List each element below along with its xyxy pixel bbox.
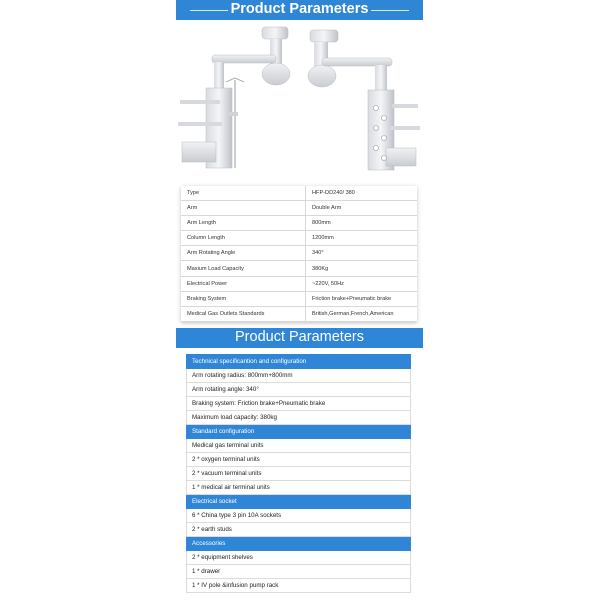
spec-value: ~220V, 50Hz bbox=[306, 276, 418, 291]
spec-label: Maxium Load Capacity bbox=[181, 261, 306, 276]
config-item: Braking system: Friction brake+Pneumatic brake bbox=[187, 397, 411, 411]
config-row bbox=[187, 411, 411, 425]
config-row bbox=[187, 565, 411, 579]
config-item: 1 * IV pole &infusion pump rack bbox=[187, 579, 411, 593]
spec-value: British,German,French,American bbox=[306, 306, 418, 321]
spec-label: Arm bbox=[181, 201, 306, 216]
config-row bbox=[187, 509, 411, 523]
pendant-product-image bbox=[176, 22, 423, 182]
spec-value: Double Arm bbox=[306, 201, 418, 216]
config-item: Medical gas terminal units bbox=[187, 439, 411, 453]
spec-row bbox=[181, 261, 417, 276]
spec-row bbox=[181, 291, 417, 306]
section-header-row bbox=[187, 425, 411, 439]
section-header-row bbox=[187, 355, 411, 369]
spec-table bbox=[181, 186, 417, 322]
banner-title: Product Parameters bbox=[230, 1, 369, 17]
spec-row bbox=[181, 306, 417, 321]
product-parameters-banner-top bbox=[176, 0, 423, 20]
spec-value: 380Kg bbox=[306, 261, 418, 276]
spec-row bbox=[181, 186, 417, 201]
config-row bbox=[187, 453, 411, 467]
spec-label: Braking System bbox=[181, 291, 306, 306]
spec-value: HFP-DD240/ 380 bbox=[306, 186, 418, 201]
spec-label: Arm Rotating Angle bbox=[181, 246, 306, 261]
spec-value: 340° bbox=[306, 246, 418, 261]
config-item: 1 * drawer bbox=[187, 565, 411, 579]
config-row bbox=[187, 383, 411, 397]
section-header: Accessories bbox=[187, 537, 411, 551]
config-item: 1 * medical air terminal units bbox=[187, 481, 411, 495]
config-item: 2 * equipment shelves bbox=[187, 551, 411, 565]
config-row bbox=[187, 481, 411, 495]
banner-title: Product Parameters bbox=[235, 329, 364, 345]
config-row bbox=[187, 397, 411, 411]
config-item: Arm rotating angle: 340° bbox=[187, 383, 411, 397]
config-item: 2 * earth studs bbox=[187, 523, 411, 537]
config-item: 6 * China type 3 pin 10A sockets bbox=[187, 509, 411, 523]
spec-label: Column Length bbox=[181, 231, 306, 246]
section-header-row bbox=[187, 495, 411, 509]
spec-value: 1200mm bbox=[306, 231, 418, 246]
spec-label: Electrical Power bbox=[181, 276, 306, 291]
config-row bbox=[187, 523, 411, 537]
config-item: 2 * vacuum terminal units bbox=[187, 467, 411, 481]
section-header: Technical specificantion and configuration bbox=[187, 355, 411, 369]
config-item: 2 * oxygen terminal units bbox=[187, 453, 411, 467]
spec-row bbox=[181, 246, 417, 261]
configuration-table bbox=[186, 354, 411, 593]
spec-row bbox=[181, 216, 417, 231]
config-row bbox=[187, 551, 411, 565]
spec-value: Friction brake+Pneumatic brake bbox=[306, 291, 418, 306]
section-header: Standard configuration bbox=[187, 425, 411, 439]
spec-row bbox=[181, 231, 417, 246]
spec-label: Type bbox=[181, 186, 306, 201]
spec-row bbox=[181, 201, 417, 216]
config-item: Maximum load capacity: 380kg bbox=[187, 411, 411, 425]
config-row bbox=[187, 467, 411, 481]
config-row bbox=[187, 439, 411, 453]
product-parameters-banner-bottom bbox=[176, 328, 423, 348]
config-row bbox=[187, 579, 411, 593]
section-header: Electrical socket bbox=[187, 495, 411, 509]
spec-value: 800mm bbox=[306, 216, 418, 231]
section-header-row bbox=[187, 537, 411, 551]
spec-label: Medical Gas Outlets Standards bbox=[181, 306, 306, 321]
spec-row bbox=[181, 276, 417, 291]
config-item: Arm rotating radius: 800mm+800mm bbox=[187, 369, 411, 383]
spec-label: Arm Length bbox=[181, 216, 306, 231]
config-row bbox=[187, 369, 411, 383]
